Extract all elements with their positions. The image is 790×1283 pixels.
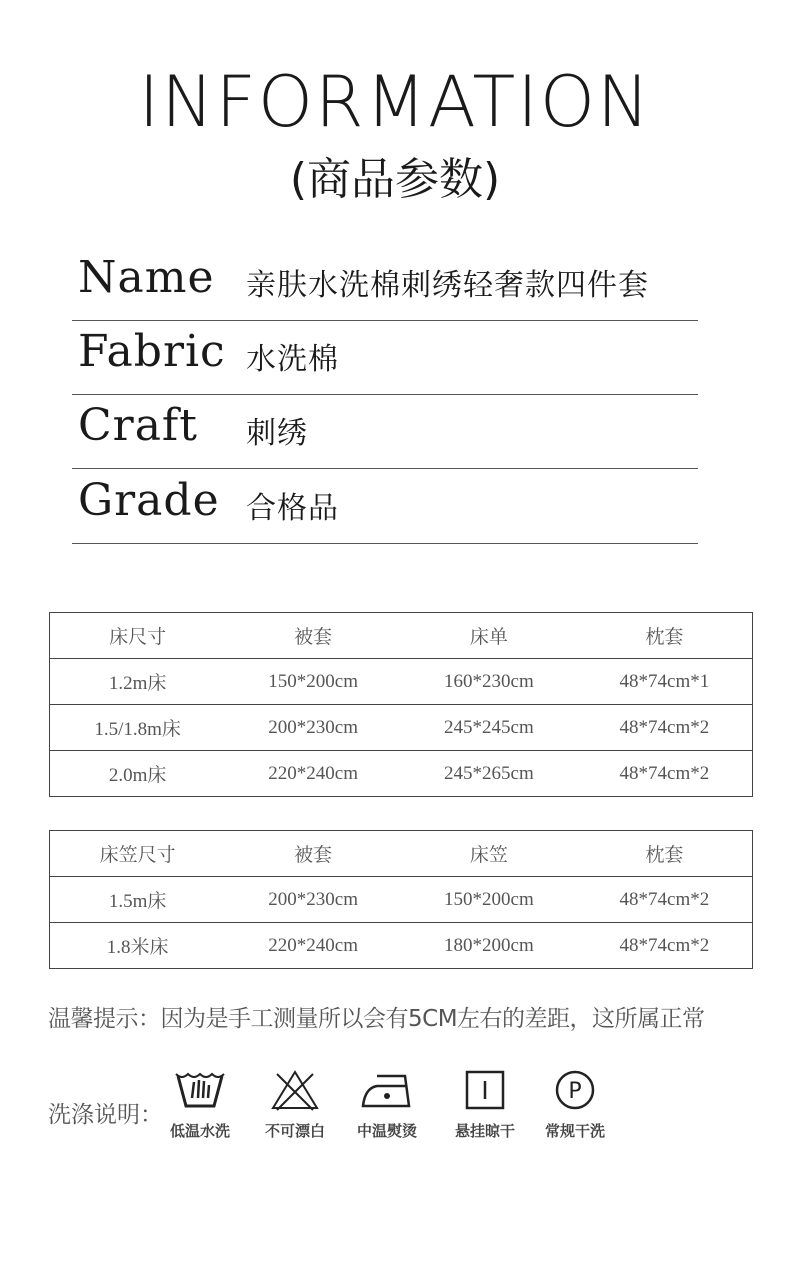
table-cell: 200*230cm xyxy=(225,705,401,751)
table-cell: 48*74cm*2 xyxy=(577,877,753,923)
info-label: Grade xyxy=(78,475,220,526)
table-row xyxy=(50,659,753,705)
table-cell: 220*240cm xyxy=(225,923,401,969)
wash-caption: 不可漂白 xyxy=(264,1122,325,1140)
size-table-fitted xyxy=(49,830,753,969)
wash-item xyxy=(250,1068,340,1141)
table-header-row xyxy=(50,831,753,877)
table-header-cell: 床尺寸 xyxy=(109,627,167,648)
table-header-cell: 被套 xyxy=(294,627,333,648)
page-title: INFORMATION xyxy=(138,61,652,143)
info-value: 刺绣 xyxy=(246,416,308,451)
wash-caption: 常规干洗 xyxy=(544,1122,605,1140)
table-cell: 200*230cm xyxy=(225,877,401,923)
info-value: 亲肤水洗棉刺绣轻奢款四件套 xyxy=(246,268,649,303)
wash-item xyxy=(530,1068,620,1141)
table-cell: 48*74cm*2 xyxy=(577,751,753,797)
info-row-name xyxy=(72,246,698,321)
do-not-bleach-icon xyxy=(267,1068,323,1112)
table-row xyxy=(50,705,753,751)
info-row-craft xyxy=(72,394,698,469)
wash-item xyxy=(440,1068,530,1141)
table-cell: 2.0m床 xyxy=(50,751,226,797)
table-cell: 48*74cm*1 xyxy=(577,659,753,705)
table-cell: 180*200cm xyxy=(401,923,577,969)
tip-note: 温馨提示：因为是手工测量所以会有5CM左右的差距，这所属正常 xyxy=(48,1006,705,1032)
size-table-sheet xyxy=(49,612,753,797)
table-header-row xyxy=(50,613,753,659)
wash-label: 洗涤说明： xyxy=(48,1102,163,1128)
table-cell: 150*200cm xyxy=(401,877,577,923)
info-value: 合格品 xyxy=(246,491,339,526)
table-cell: 1.8米床 xyxy=(50,923,226,969)
table-row xyxy=(50,923,753,969)
info-label: Name xyxy=(78,252,215,303)
table-cell: 220*240cm xyxy=(225,751,401,797)
dry-clean-icon xyxy=(547,1068,603,1112)
wash-caption: 低温水洗 xyxy=(169,1122,230,1140)
table-cell: 1.2m床 xyxy=(50,659,226,705)
info-label: Craft xyxy=(78,400,198,451)
table-cell: 48*74cm*2 xyxy=(577,923,753,969)
info-row-fabric xyxy=(72,320,698,395)
table-cell: 150*200cm xyxy=(225,659,401,705)
page-subtitle: (商品参数) xyxy=(289,154,501,205)
table-row xyxy=(50,751,753,797)
wash-item xyxy=(342,1068,432,1141)
table-header-cell: 床笠 xyxy=(469,845,508,866)
table-header-cell: 被套 xyxy=(294,845,333,866)
table-cell: 160*230cm xyxy=(401,659,577,705)
table-cell: 48*74cm*2 xyxy=(577,705,753,751)
svg-text:P: P xyxy=(568,1079,582,1104)
table-cell: 245*265cm xyxy=(401,751,577,797)
wash-caption: 中温熨烫 xyxy=(356,1122,417,1140)
hang-dry-icon xyxy=(457,1068,513,1112)
iron-medium-icon xyxy=(357,1068,417,1112)
table-header-cell: 床笠尺寸 xyxy=(99,845,176,866)
table-row xyxy=(50,877,753,923)
table-cell: 1.5/1.8m床 xyxy=(50,705,226,751)
wash-caption: 悬挂晾干 xyxy=(454,1122,515,1140)
table-cell: 1.5m床 xyxy=(50,877,226,923)
info-value: 水洗棉 xyxy=(246,342,339,377)
info-label: Fabric xyxy=(78,326,226,377)
table-header-cell: 枕套 xyxy=(645,627,684,648)
wash-item xyxy=(155,1068,245,1141)
table-header-cell: 枕套 xyxy=(645,845,684,866)
info-row-grade xyxy=(72,469,698,544)
hand-wash-icon xyxy=(172,1068,228,1112)
table-header-cell: 床单 xyxy=(469,627,508,648)
table-cell: 245*245cm xyxy=(401,705,577,751)
